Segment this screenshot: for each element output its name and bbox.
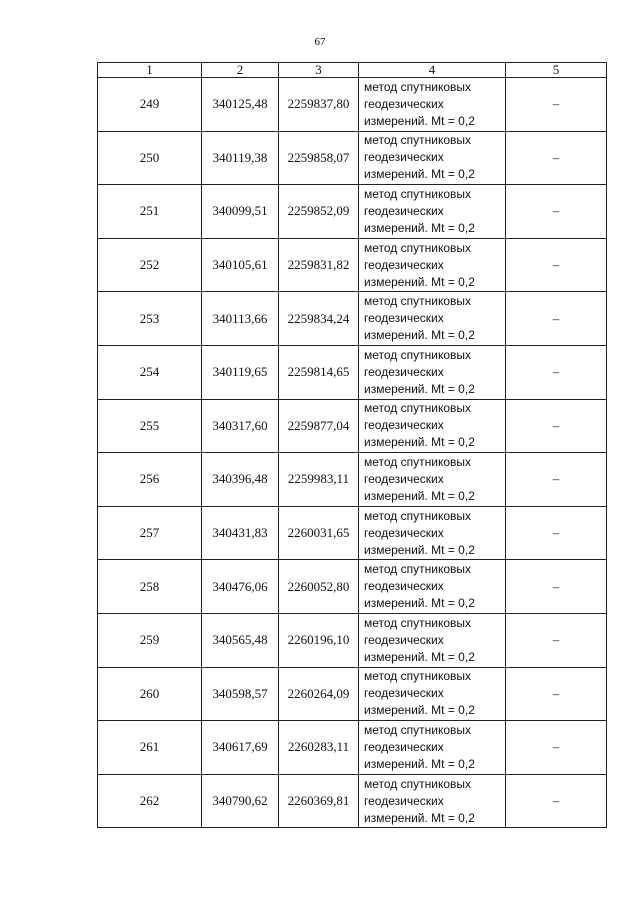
method-line: метод спутниковых [364,401,472,416]
x-coordinate-cell: 340617,69 [202,721,279,775]
method-line: измерений. Mt = 0,2 [364,810,475,825]
method-line: геодезических [364,311,444,326]
method-cell [359,78,506,132]
y-coordinate-cell: 2260196,10 [279,613,359,667]
y-coordinate-cell: 2259837,80 [279,78,359,132]
point-number-cell: 259 [98,613,202,667]
point-number-cell: 251 [98,185,202,239]
point-number-cell: 252 [98,238,202,292]
method-line: метод спутниковых [364,454,472,469]
column-header: 2 [202,63,279,78]
method-line: метод спутниковых [364,240,472,255]
table-row [98,292,607,346]
method-line: измерений. Mt = 0,2 [364,435,475,450]
column-header: 3 [279,63,359,78]
x-coordinate-cell: 340119,38 [202,131,279,185]
point-number-cell: 260 [98,667,202,721]
x-coordinate-cell: 340099,51 [202,185,279,239]
method-line: измерений. Mt = 0,2 [364,756,475,771]
note-cell: – [506,560,607,614]
point-number-cell: 255 [98,399,202,453]
method-line: измерений. Mt = 0,2 [364,649,475,664]
x-coordinate-cell: 340790,62 [202,774,279,828]
method-line: геодезических [364,793,444,808]
method-line: измерений. Mt = 0,2 [364,381,475,396]
method-cell [359,774,506,828]
method-line: измерений. Mt = 0,2 [364,328,475,343]
note-cell: – [506,131,607,185]
y-coordinate-cell: 2259877,04 [279,399,359,453]
note-cell: – [506,185,607,239]
method-line: измерений. Mt = 0,2 [364,167,475,182]
method-line: геодезических [364,150,444,165]
table-row [98,560,607,614]
method-cell [359,667,506,721]
note-cell: – [506,774,607,828]
point-number-cell: 253 [98,292,202,346]
y-coordinate-cell: 2259814,65 [279,345,359,399]
method-line: метод спутниковых [364,347,472,362]
note-cell: – [506,78,607,132]
note-cell: – [506,667,607,721]
note-cell: – [506,238,607,292]
method-line: геодезических [364,203,444,218]
y-coordinate-cell: 2260283,11 [279,721,359,775]
method-line: метод спутниковых [364,615,472,630]
method-line: метод спутниковых [364,508,472,523]
method-line: метод спутниковых [364,562,472,577]
point-number-cell: 250 [98,131,202,185]
y-coordinate-cell: 2260264,09 [279,667,359,721]
note-cell: – [506,345,607,399]
point-number-cell: 254 [98,345,202,399]
y-coordinate-cell: 2259852,09 [279,185,359,239]
x-coordinate-cell: 340105,61 [202,238,279,292]
column-header: 5 [506,63,607,78]
method-line: метод спутниковых [364,186,472,201]
method-line: метод спутниковых [364,776,472,791]
method-line: геодезических [364,525,444,540]
point-number-cell: 261 [98,721,202,775]
method-line: измерений. Mt = 0,2 [364,113,475,128]
note-cell: – [506,506,607,560]
x-coordinate-cell: 340396,48 [202,453,279,507]
method-line: измерений. Mt = 0,2 [364,274,475,289]
method-line: геодезических [364,632,444,647]
table-row [98,721,607,775]
method-cell [359,292,506,346]
table-row [98,453,607,507]
method-line: геодезических [364,257,444,272]
method-cell [359,453,506,507]
table-row [98,78,607,132]
y-coordinate-cell: 2260052,80 [279,560,359,614]
point-number-cell: 249 [98,78,202,132]
note-cell: – [506,453,607,507]
method-line: метод спутниковых [364,722,472,737]
table-row [98,774,607,828]
column-header: 4 [359,63,506,78]
x-coordinate-cell: 340565,48 [202,613,279,667]
table-row [98,613,607,667]
note-cell: – [506,292,607,346]
note-cell: – [506,399,607,453]
table-row [98,506,607,560]
y-coordinate-cell: 2260031,65 [279,506,359,560]
table-row [98,185,607,239]
method-cell [359,399,506,453]
table-body [98,78,607,828]
point-number-cell: 256 [98,453,202,507]
x-coordinate-cell: 340119,65 [202,345,279,399]
x-coordinate-cell: 340476,06 [202,560,279,614]
table-row [98,399,607,453]
table-row [98,667,607,721]
header-row [98,63,607,78]
note-cell: – [506,613,607,667]
method-cell [359,506,506,560]
method-cell [359,238,506,292]
point-number-cell: 262 [98,774,202,828]
method-cell [359,721,506,775]
method-line: метод спутниковых [364,79,472,94]
table-row [98,238,607,292]
method-line: метод спутниковых [364,294,472,309]
method-line: метод спутниковых [364,669,472,684]
point-number-cell: 257 [98,506,202,560]
method-cell [359,560,506,614]
method-line: геодезических [364,686,444,701]
x-coordinate-cell: 340431,83 [202,506,279,560]
method-cell [359,131,506,185]
x-coordinate-cell: 340317,60 [202,399,279,453]
method-line: геодезических [364,96,444,111]
method-line: измерений. Mt = 0,2 [364,703,475,718]
column-header: 1 [98,63,202,78]
y-coordinate-cell: 2260369,81 [279,774,359,828]
y-coordinate-cell: 2259834,24 [279,292,359,346]
y-coordinate-cell: 2259831,82 [279,238,359,292]
method-line: метод спутниковых [364,133,472,148]
method-line: геодезических [364,418,444,433]
x-coordinate-cell: 340598,57 [202,667,279,721]
method-line: измерений. Mt = 0,2 [364,542,475,557]
coordinates-table [97,62,607,828]
page-number: 67 [314,36,326,48]
method-line: измерений. Mt = 0,2 [364,488,475,503]
method-line: геодезических [364,471,444,486]
y-coordinate-cell: 2259983,11 [279,453,359,507]
note-cell: – [506,721,607,775]
method-line: измерений. Mt = 0,2 [364,596,475,611]
method-line: геодезических [364,579,444,594]
method-cell [359,613,506,667]
x-coordinate-cell: 340125,48 [202,78,279,132]
y-coordinate-cell: 2259858,07 [279,131,359,185]
table-row [98,345,607,399]
point-number-cell: 258 [98,560,202,614]
method-line: измерений. Mt = 0,2 [364,220,475,235]
method-line: геодезических [364,364,444,379]
method-line: геодезических [364,739,444,754]
table-header [98,63,607,78]
method-cell [359,345,506,399]
method-cell [359,185,506,239]
x-coordinate-cell: 340113,66 [202,292,279,346]
table-row [98,131,607,185]
